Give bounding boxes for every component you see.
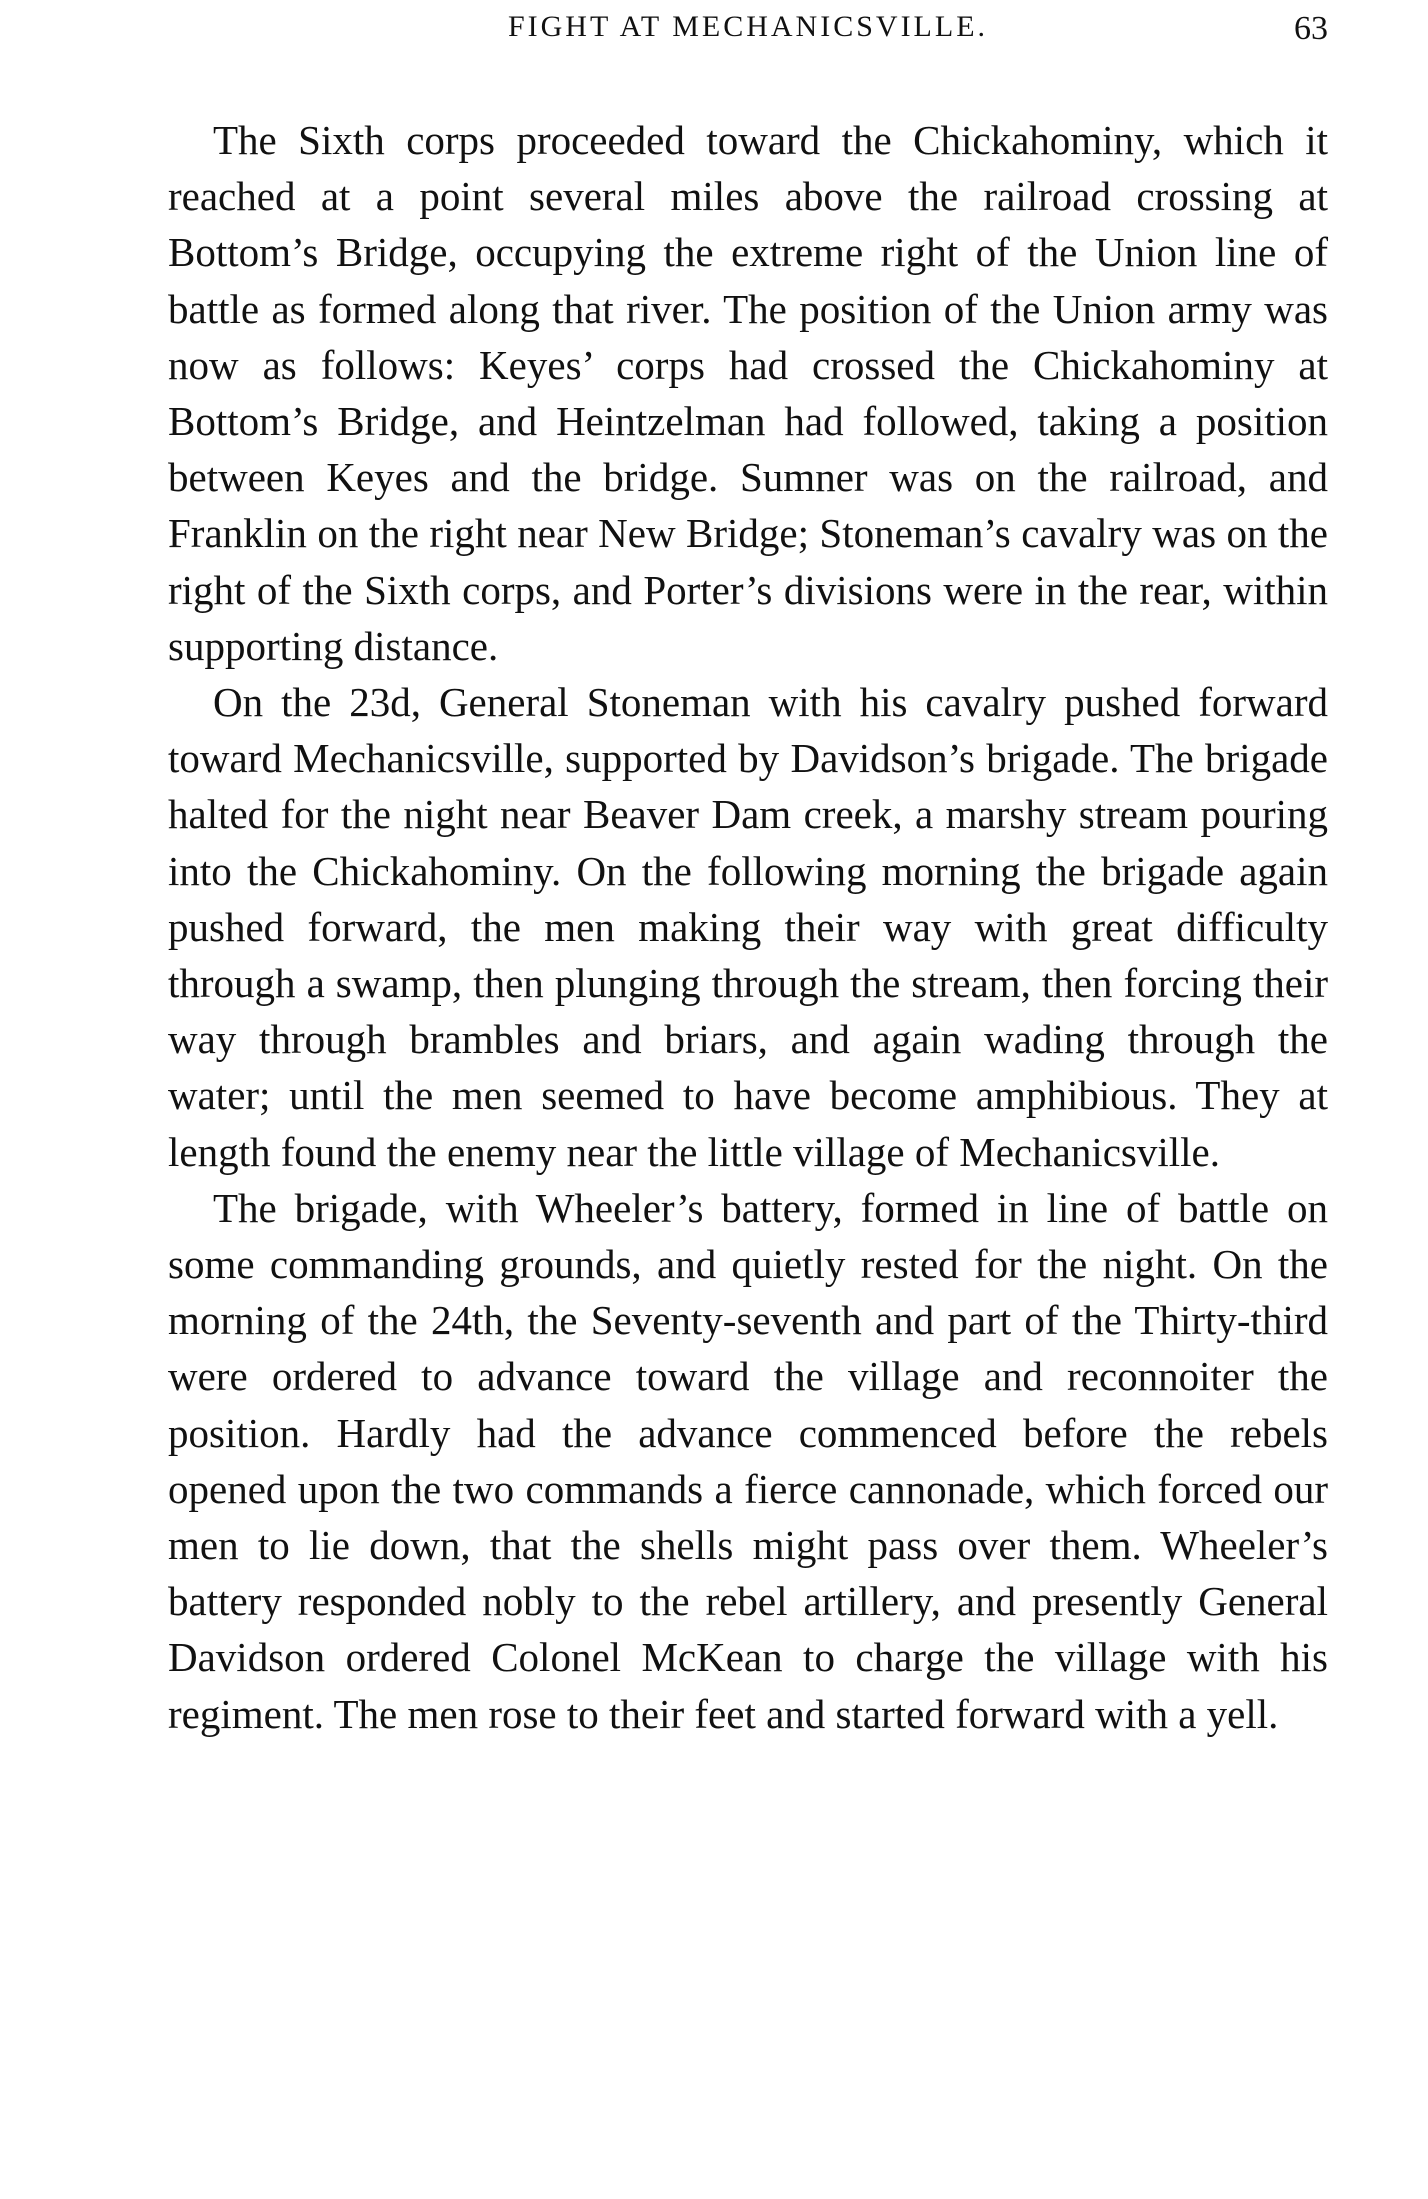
paragraph-brigade-battle: The brigade, with Wheeler’s battery, formed in line of battle on some commanding grounds, and quietly rested for the night. On the morning of the 24th, the Seventy-seventh and part of the Thirty-third were ordered to advance toward the village and reconnoiter the position. Hardly had the advance commenced before the rebels opened upon the two commands a fierce cannonade, which forced our men to lie down, that the shells might pass over them. Wheeler’s battery responded nobly to the rebel artillery, and presently General Davidson ordered Colonel McKean to charge the village with his regiment. The men rose to their feet and started forward with a yell. xyxy=(168,1184,1328,1737)
running-title: FIGHT AT MECHANICSVILLE. xyxy=(507,10,989,43)
paragraph-sixth-corps: The Sixth corps proceeded toward the Chickahominy, which it reached at a point several miles above the railroad crossing at Bottom’s Bridge, occupying the extreme right of the Union line of battle as formed along that river. The position of the Union army was now as follows: Keyes’ corps had crossed the Chickahominy at Bottom’s Bridge, and Heintzelman had followed, taking a position between Keyes and the bridge. Sumner was on the railroad, and Franklin on the right near New Bridge; Stoneman’s cavalry was on the right of the Sixth corps, and Porter’s divisions were in the rear, within supporting distance. xyxy=(168,117,1328,669)
body-text xyxy=(168,112,1328,1742)
running-head xyxy=(168,10,1328,60)
page-number: 63 xyxy=(1294,10,1328,47)
paragraph-stoneman-advance: On the 23d, General Stoneman with his cavalry pushed forward toward Mechanicsville, supported by Davidson’s brigade. The brigade halted for the night near Beaver Dam creek, a marshy stream pouring into the Chickahominy. On the following morning the brigade again pushed forward, the men making their way with great difficulty through a swamp, then plunging through the stream, then forcing their way through brambles and briars, and again wading through the water; until the men seemed to have become amphibious. They at length found the enemy near the little village of Mechanicsville. xyxy=(168,679,1328,1175)
